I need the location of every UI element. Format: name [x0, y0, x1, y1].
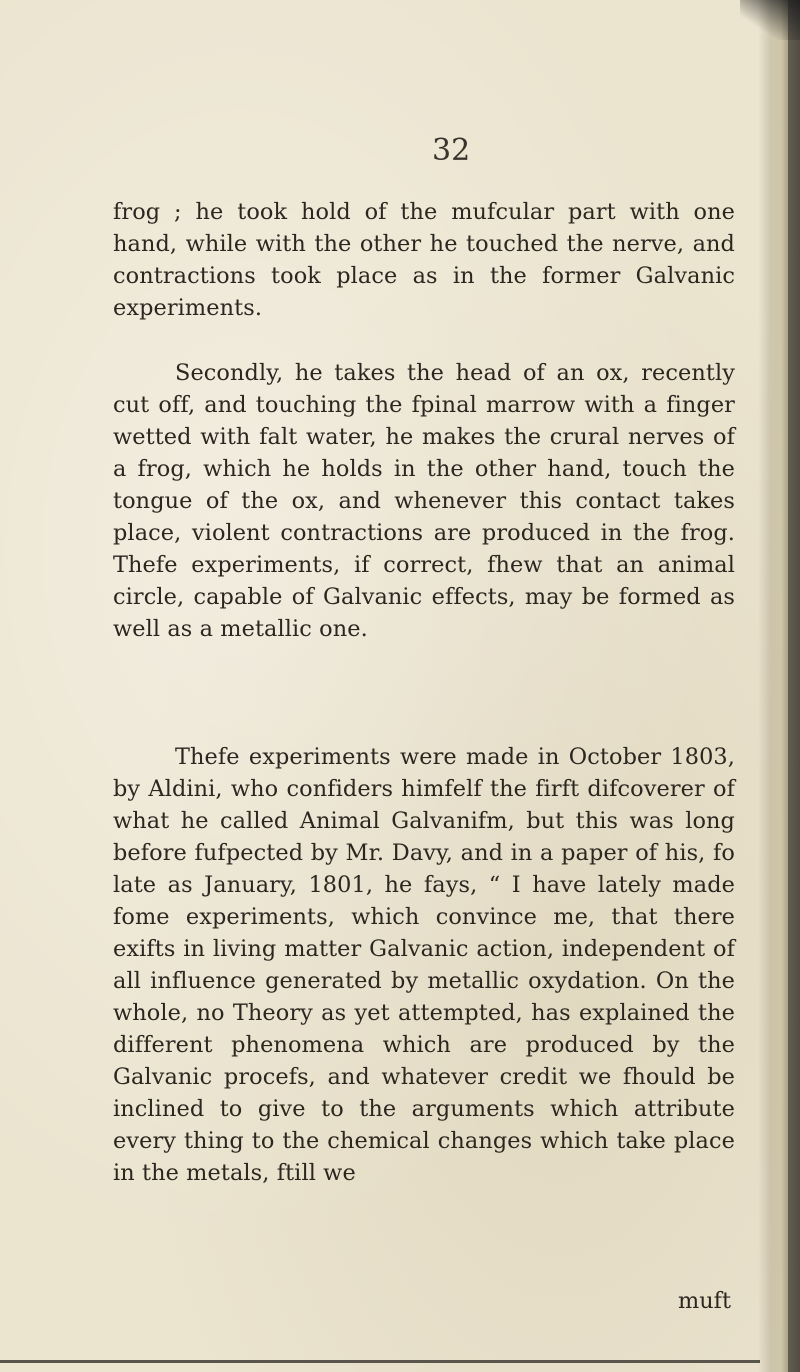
binding-edge: [788, 0, 800, 1372]
paragraph-text: Secondly, he takes the head of an ox, recently cut off, and touching the fpinal marrow with a finger wetted with falt water, he makes the crural nerves of a frog, which he holds in the other hand, touch the tongue of the ox, and whenever this contact takes place, violent contractions are produced in the frog. Thefe experiments, if correct, fhew that an animal circle, capable of Galvanic effects, may be formed as well as a metallic one.: [113, 360, 735, 642]
paragraph-text: Thefe experiments were made in October 1803, by Aldini, who confiders himfelf the firft difcoverer of what he called Animal Galvanifm, but this was long before fufpected by Mr. Davy, and in a paper of his, fo late as January, 1801, he fays, “ I have lately made fome experiments, which convince me, that there exifts in living matter Galvanic action, independent of all influence generated by metallic oxydation. On the whole, no Theory as yet attempted, has explained the different phenomena which are produced by the Galvanic procefs, and whatever credit we fhould be inclined to give to the arguments which attribute every thing to the chemical changes which take place in the metals, ftill we: [113, 744, 735, 1186]
paragraph-2: [113, 357, 735, 645]
paragraph-1: [113, 196, 735, 324]
page-bottom-edge: [0, 1360, 760, 1363]
page-number: 32: [432, 133, 471, 168]
corner-shadow: [740, 0, 800, 40]
paragraph-3: [113, 741, 735, 1189]
catchword: muft: [678, 1288, 731, 1314]
paragraph-text: frog ; he took hold of the mufcular part with one hand, while with the other he touched the nerve, and contractions took place as in the former Galvanic experiments.: [113, 199, 735, 321]
